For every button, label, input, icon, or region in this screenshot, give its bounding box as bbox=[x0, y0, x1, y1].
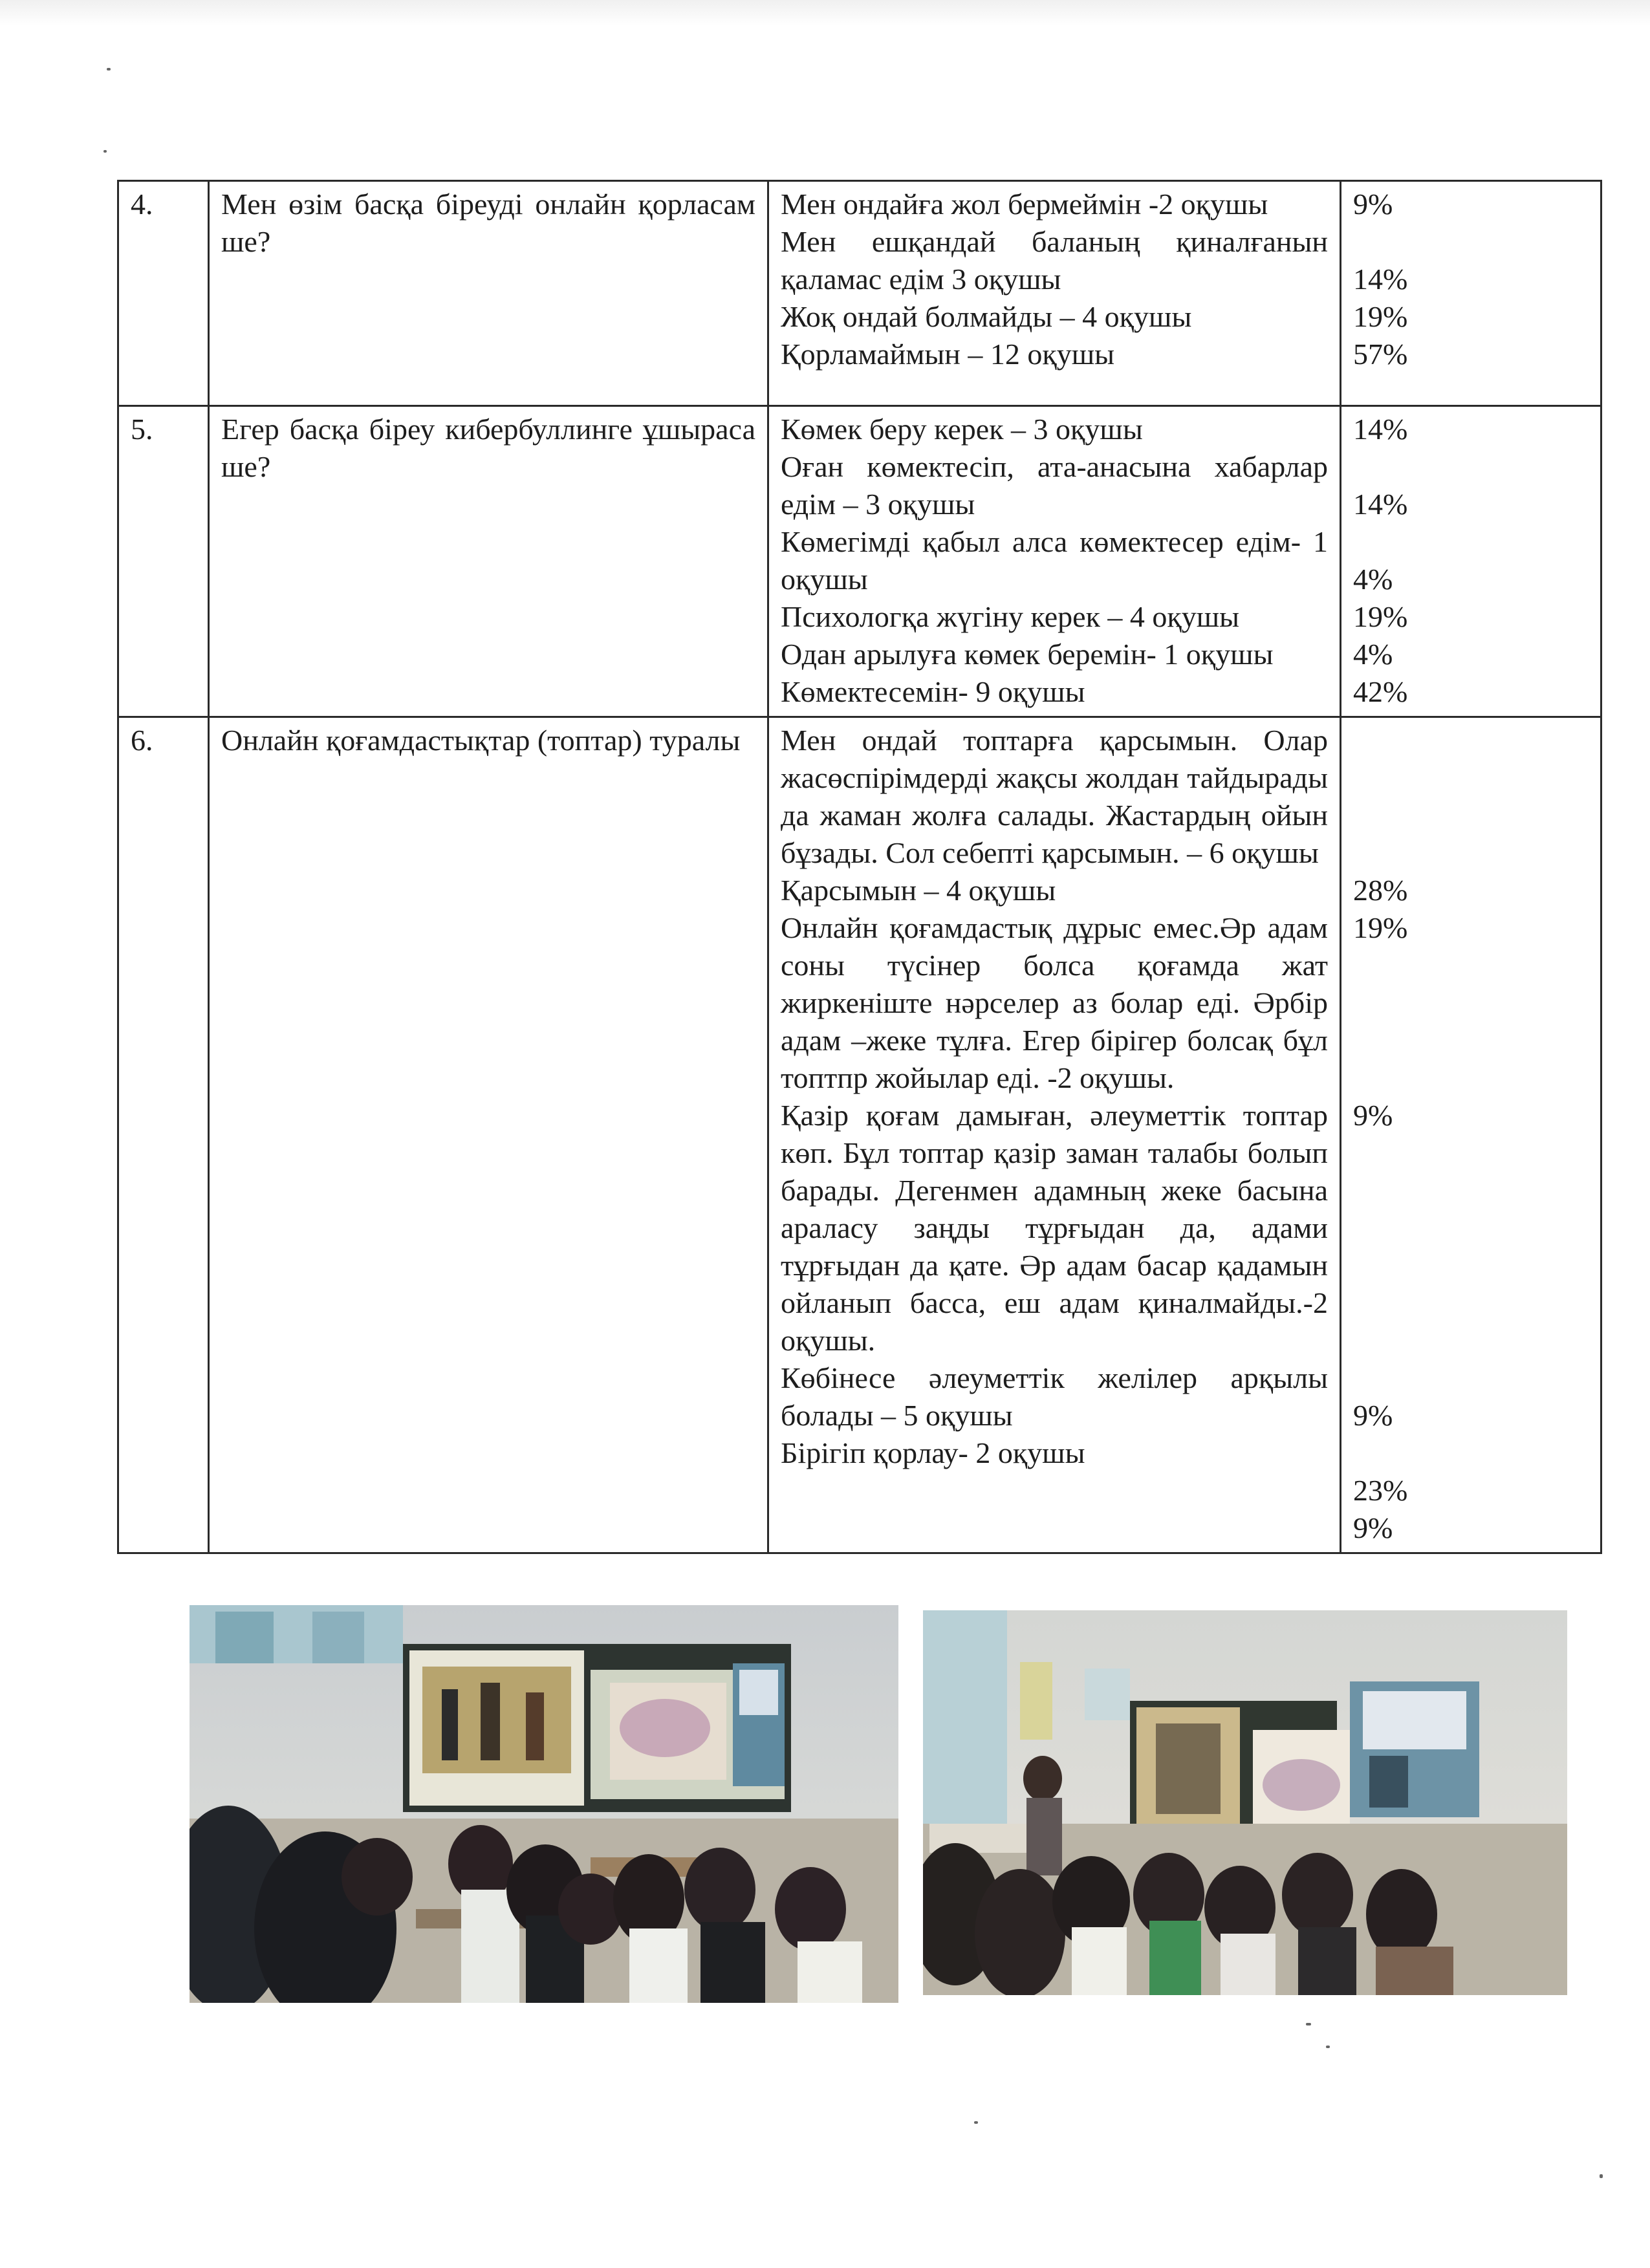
table-row bbox=[118, 717, 1601, 1553]
classroom-photo-left bbox=[190, 1605, 898, 2003]
answer-item: Онлайн қоғамдастық дұрыс емес.Әр адам соны түсінер болса қоғамда жат жиркеніште нәрселер аз болар еді. Әрбір адам –жеке тұлға. Егер бірігер болсақ бұл топтпр жойылар еді. -2 оқушы. bbox=[781, 911, 1328, 1094]
scan-speck bbox=[1326, 2046, 1330, 2048]
answer-item: Көмегімді қабыл алса көмектесер едім- 1 оқушы bbox=[781, 525, 1328, 596]
table-row bbox=[118, 406, 1601, 717]
scan-speck bbox=[103, 150, 107, 153]
question-cell bbox=[209, 406, 768, 717]
answer-item: Мен ондай топтарға қарсымын. Олар жасөспірімдерді жақсы жолдан тайдырады да жаман жолға салады. Жастардың ойын бұзады. Сол себепті қарсымын. – 6 оқушы bbox=[781, 724, 1328, 869]
percent-value: 28% bbox=[1353, 874, 1408, 907]
percent-value: 57% bbox=[1353, 338, 1408, 371]
percent-value: 14% bbox=[1353, 263, 1408, 296]
answer-item: Қазір қоғам дамыған, әлеуметтік топтар көп. Бұл топтар қазір заман талабы болып барады. Дегенмен адамның жеке басына араласу заңды тұрғыдан да, адами тұрғыдан да қате. Әр адам басар қадамын ойланып басса, еш адам қиналмайды.-2 оқушы. bbox=[781, 1099, 1328, 1357]
question-cell bbox=[209, 717, 768, 1553]
answers-cell bbox=[768, 406, 1341, 717]
row-number: 4. bbox=[118, 181, 209, 406]
answers-cell bbox=[768, 717, 1341, 1553]
answer-item: Психологқа жүгіну керек – 4 оқушы bbox=[781, 600, 1240, 633]
row-number: 5. bbox=[118, 406, 209, 717]
survey-results-table bbox=[117, 180, 1602, 1554]
percent-value: 19% bbox=[1353, 600, 1408, 633]
percent-value: 9% bbox=[1353, 1511, 1393, 1544]
scan-speck bbox=[1600, 2174, 1603, 2178]
percent-value: 19% bbox=[1353, 300, 1408, 333]
answer-item: Жоқ ондай болмайды – 4 оқушы bbox=[781, 300, 1192, 333]
percent-value: 9% bbox=[1353, 1099, 1393, 1132]
answers-cell bbox=[768, 181, 1341, 406]
question-text: Егер басқа біреу кибербуллинге ұшыраса ше? bbox=[221, 413, 755, 483]
answer-item: Көбінесе әлеуметтік желілер арқылы болады – 5 оқушы bbox=[781, 1361, 1328, 1432]
answer-item: Қорламаймын – 12 оқушы bbox=[781, 338, 1115, 371]
question-cell bbox=[209, 181, 768, 406]
scan-speck bbox=[107, 68, 111, 70]
question-text: Онлайн қоғамдастықтар (топтар) туралы bbox=[221, 724, 741, 757]
percent-value: 14% bbox=[1353, 488, 1408, 521]
table-row bbox=[118, 181, 1601, 406]
answer-item: Мен ондайға жол бермеймін -2 оқушы bbox=[781, 188, 1268, 221]
answer-item: Көмектесемін- 9 оқушы bbox=[781, 675, 1085, 708]
percent-value: 4% bbox=[1353, 563, 1393, 596]
scan-speck bbox=[1306, 2023, 1311, 2025]
classroom-photo-right bbox=[923, 1610, 1567, 1995]
percent-value: 14% bbox=[1353, 413, 1408, 446]
percent-value: 9% bbox=[1353, 188, 1393, 221]
answer-item: Одан арылуға көмек беремін- 1 оқушы bbox=[781, 638, 1274, 671]
scan-speck bbox=[974, 2121, 978, 2124]
answer-item: Мен ешқандай баланың қиналғанын қаламас едім 3 оқушы bbox=[781, 225, 1328, 296]
answer-item: Бірігіп қорлау- 2 оқушы bbox=[781, 1436, 1085, 1469]
percent-value: 19% bbox=[1353, 911, 1408, 944]
answer-item: Қарсымын – 4 оқушы bbox=[781, 874, 1056, 907]
percent-value: 23% bbox=[1353, 1474, 1408, 1507]
question-text: Мен өзім басқа біреуді онлайн қорласам ше? bbox=[221, 188, 755, 258]
row-number: 6. bbox=[118, 717, 209, 1553]
scan-top-edge bbox=[0, 0, 1650, 26]
percent-cell bbox=[1341, 717, 1601, 1553]
percent-cell bbox=[1341, 406, 1601, 717]
percent-value: 9% bbox=[1353, 1399, 1393, 1432]
percent-value: 4% bbox=[1353, 638, 1393, 671]
percent-value: 42% bbox=[1353, 675, 1408, 708]
percent-cell bbox=[1341, 181, 1601, 406]
answer-item: Оған көмектесіп, ата-анасына хабарлар едім – 3 оқушы bbox=[781, 450, 1328, 521]
answer-item: Көмек беру керек – 3 оқушы bbox=[781, 413, 1143, 446]
